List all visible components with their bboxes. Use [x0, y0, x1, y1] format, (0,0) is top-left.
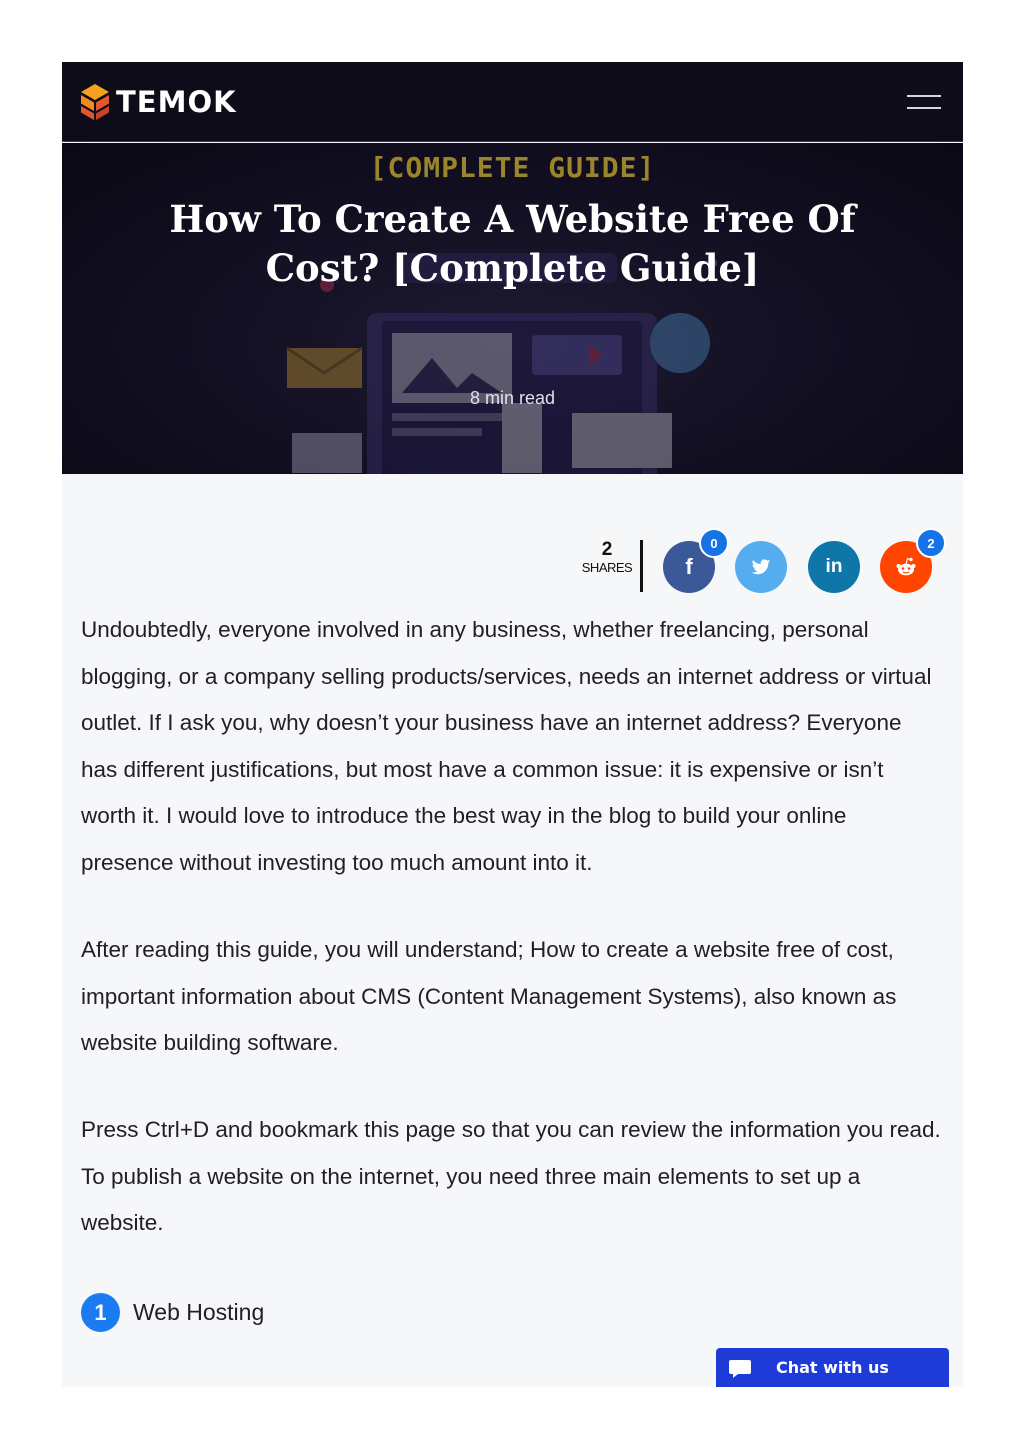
chat-label: Chat with us [776, 1358, 889, 1377]
share-counter [577, 540, 637, 576]
share-label: SHARES [581, 560, 633, 575]
article-paragraph-bookmark: Press Ctrl+D and bookmark this page so that you can review the information you read. To publish a website on the internet, you need three main elements to set up a website. [81, 1117, 941, 1235]
temok-logo-icon [80, 83, 110, 121]
article-paragraph-guide: After reading this guide, you will understand; How to create a website free of cost, important information about CMS (Content Management Systems), also known as website building software. [81, 937, 897, 1055]
reddit-share-button[interactable] [880, 535, 935, 593]
hero-kicker: [COMPLETE GUIDE] [369, 151, 656, 184]
temok-logo[interactable] [80, 82, 237, 122]
logo-text: TEMOK [116, 85, 237, 119]
list-number-badge: 1 [81, 1293, 120, 1332]
hamburger-icon [907, 95, 941, 97]
hamburger-menu-button[interactable] [907, 92, 941, 112]
hamburger-icon-line [907, 107, 941, 109]
reddit-share-badge: 2 [916, 528, 946, 558]
twitter-icon [751, 559, 771, 576]
hero-banner [62, 143, 963, 474]
linkedin-icon: in [825, 556, 843, 577]
list-item-label: Web Hosting [133, 1299, 265, 1325]
share-count: 2 [601, 539, 613, 560]
page-title: How To Create A Website Free Of Cost? [Complete Guide] [169, 197, 856, 290]
site-header [62, 62, 963, 142]
chat-bubble-icon [728, 1356, 752, 1380]
share-divider [640, 540, 643, 592]
article-paragraph-intro: Undoubtedly, everyone involved in any business, whether freelancing, personal blogging, or a company selling products/services, needs an internet address or virtual outlet. If I ask you, why doesn’t your business have an internet address? Everyone has different justifications, but most have a common issue: it is expensive or isn’t worth it. I would love to introduce the best way in the blog to build your online presence without investing too much amount into it. [81, 617, 932, 875]
hero-overlay [62, 143, 963, 474]
facebook-icon: f [685, 554, 693, 579]
list-item-web-hosting [81, 1293, 264, 1332]
page-container [62, 62, 963, 1387]
facebook-share-badge: 0 [699, 528, 729, 558]
chat-with-us-button[interactable] [716, 1348, 949, 1387]
read-time: 8 min read [469, 388, 556, 408]
reddit-icon [895, 557, 917, 577]
facebook-share-button[interactable] [663, 535, 718, 593]
twitter-share-button[interactable] [735, 541, 787, 593]
linkedin-share-button[interactable] [808, 541, 860, 593]
